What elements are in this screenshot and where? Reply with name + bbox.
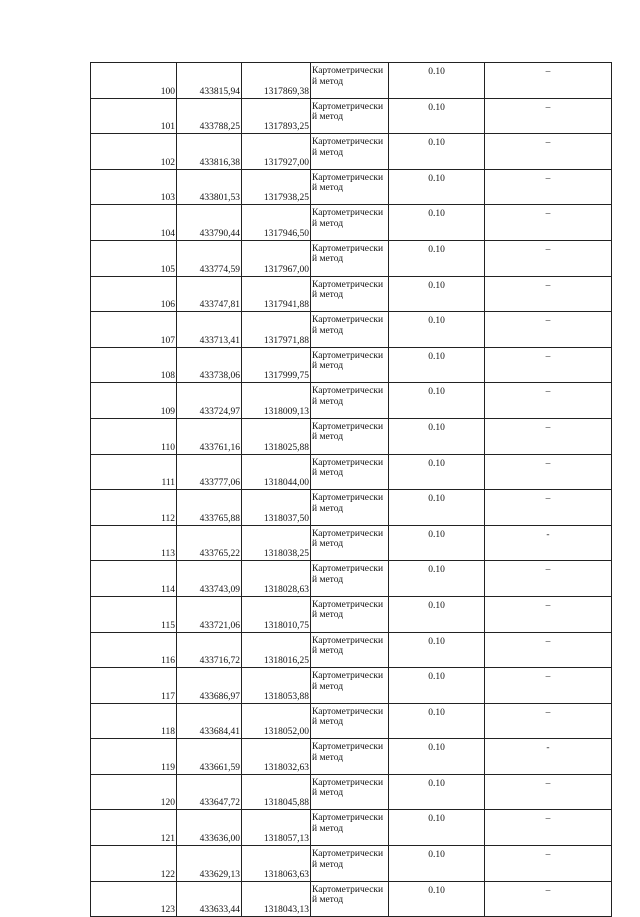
y-coordinate-cell: 1317967,00 bbox=[242, 240, 311, 276]
table-row bbox=[91, 169, 612, 205]
table-row bbox=[91, 312, 612, 348]
y-coordinate-cell: 1317869,38 bbox=[242, 63, 311, 99]
y-coordinate-cell: 1318052,00 bbox=[242, 703, 311, 739]
y-coordinate-cell: 1317999,75 bbox=[242, 347, 311, 383]
y-coordinate-cell: 1318053,88 bbox=[242, 668, 311, 704]
method-cell: Картометрический метод bbox=[311, 240, 389, 276]
accuracy-cell: 0.10 bbox=[389, 810, 485, 846]
point-number-cell: 118 bbox=[91, 703, 177, 739]
point-number-cell: 108 bbox=[91, 347, 177, 383]
table-row bbox=[91, 276, 612, 312]
method-cell: Картометрический метод bbox=[311, 490, 389, 526]
note-cell: – bbox=[485, 668, 612, 704]
x-coordinate-cell: 433790,44 bbox=[177, 205, 242, 241]
x-coordinate-cell: 433684,41 bbox=[177, 703, 242, 739]
table-row bbox=[91, 240, 612, 276]
y-coordinate-cell: 1318016,25 bbox=[242, 632, 311, 668]
accuracy-cell: 0.10 bbox=[389, 240, 485, 276]
x-coordinate-cell: 433788,25 bbox=[177, 98, 242, 134]
table-row bbox=[91, 810, 612, 846]
x-coordinate-cell: 433716,72 bbox=[177, 632, 242, 668]
point-number-cell: 117 bbox=[91, 668, 177, 704]
method-cell: Картометрический метод bbox=[311, 525, 389, 561]
note-cell: – bbox=[485, 63, 612, 99]
x-coordinate-cell: 433816,38 bbox=[177, 134, 242, 170]
x-coordinate-cell: 433633,44 bbox=[177, 881, 242, 917]
x-coordinate-cell: 433777,06 bbox=[177, 454, 242, 490]
note-cell: – bbox=[485, 596, 612, 632]
method-cell: Картометрический метод bbox=[311, 383, 389, 419]
coordinates-table bbox=[90, 62, 612, 917]
method-cell: Картометрический метод bbox=[311, 98, 389, 134]
note-cell: – bbox=[485, 383, 612, 419]
accuracy-cell: 0.10 bbox=[389, 63, 485, 99]
method-cell: Картометрический метод bbox=[311, 169, 389, 205]
note-cell: – bbox=[485, 810, 612, 846]
table-row bbox=[91, 561, 612, 597]
y-coordinate-cell: 1317927,00 bbox=[242, 134, 311, 170]
note-cell: – bbox=[485, 312, 612, 348]
y-coordinate-cell: 1318038,25 bbox=[242, 525, 311, 561]
accuracy-cell: 0.10 bbox=[389, 561, 485, 597]
accuracy-cell: 0.10 bbox=[389, 525, 485, 561]
y-coordinate-cell: 1318037,50 bbox=[242, 490, 311, 526]
method-cell: Картометрический метод bbox=[311, 596, 389, 632]
point-number-cell: 122 bbox=[91, 846, 177, 882]
y-coordinate-cell: 1317938,25 bbox=[242, 169, 311, 205]
point-number-cell: 109 bbox=[91, 383, 177, 419]
table-row bbox=[91, 490, 612, 526]
point-number-cell: 112 bbox=[91, 490, 177, 526]
point-number-cell: 116 bbox=[91, 632, 177, 668]
accuracy-cell: 0.10 bbox=[389, 739, 485, 775]
point-number-cell: 123 bbox=[91, 881, 177, 917]
accuracy-cell: 0.10 bbox=[389, 134, 485, 170]
method-cell: Картометрический метод bbox=[311, 846, 389, 882]
y-coordinate-cell: 1317971,88 bbox=[242, 312, 311, 348]
table-row bbox=[91, 632, 612, 668]
point-number-cell: 103 bbox=[91, 169, 177, 205]
y-coordinate-cell: 1318010,75 bbox=[242, 596, 311, 632]
point-number-cell: 101 bbox=[91, 98, 177, 134]
y-coordinate-cell: 1318057,13 bbox=[242, 810, 311, 846]
method-cell: Картометрический метод bbox=[311, 668, 389, 704]
note-cell: – bbox=[485, 418, 612, 454]
x-coordinate-cell: 433738,06 bbox=[177, 347, 242, 383]
accuracy-cell: 0.10 bbox=[389, 846, 485, 882]
method-cell: Картометрический метод bbox=[311, 276, 389, 312]
table-row bbox=[91, 383, 612, 419]
table-row bbox=[91, 596, 612, 632]
note-cell: – bbox=[485, 774, 612, 810]
x-coordinate-cell: 433774,59 bbox=[177, 240, 242, 276]
x-coordinate-cell: 433686,97 bbox=[177, 668, 242, 704]
table-row bbox=[91, 846, 612, 882]
accuracy-cell: 0.10 bbox=[389, 632, 485, 668]
table-row bbox=[91, 881, 612, 917]
point-number-cell: 120 bbox=[91, 774, 177, 810]
note-cell: – bbox=[485, 347, 612, 383]
table-row bbox=[91, 739, 612, 775]
y-coordinate-cell: 1318009,13 bbox=[242, 383, 311, 419]
x-coordinate-cell: 433761,16 bbox=[177, 418, 242, 454]
method-cell: Картометрический метод bbox=[311, 454, 389, 490]
accuracy-cell: 0.10 bbox=[389, 312, 485, 348]
method-cell: Картометрический метод bbox=[311, 63, 389, 99]
x-coordinate-cell: 433743,09 bbox=[177, 561, 242, 597]
point-number-cell: 104 bbox=[91, 205, 177, 241]
table-row bbox=[91, 134, 612, 170]
x-coordinate-cell: 433724,97 bbox=[177, 383, 242, 419]
x-coordinate-cell: 433765,88 bbox=[177, 490, 242, 526]
method-cell: Картометрический метод bbox=[311, 774, 389, 810]
table-row bbox=[91, 454, 612, 490]
y-coordinate-cell: 1318063,63 bbox=[242, 846, 311, 882]
point-number-cell: 100 bbox=[91, 63, 177, 99]
method-cell: Картометрический метод bbox=[311, 347, 389, 383]
point-number-cell: 114 bbox=[91, 561, 177, 597]
method-cell: Картометрический метод bbox=[311, 134, 389, 170]
point-number-cell: 111 bbox=[91, 454, 177, 490]
point-number-cell: 113 bbox=[91, 525, 177, 561]
x-coordinate-cell: 433747,81 bbox=[177, 276, 242, 312]
method-cell: Картометрический метод bbox=[311, 312, 389, 348]
method-cell: Картометрический метод bbox=[311, 881, 389, 917]
accuracy-cell: 0.10 bbox=[389, 668, 485, 704]
table-row bbox=[91, 703, 612, 739]
note-cell: – bbox=[485, 454, 612, 490]
point-number-cell: 102 bbox=[91, 134, 177, 170]
accuracy-cell: 0.10 bbox=[389, 418, 485, 454]
note-cell: – bbox=[485, 169, 612, 205]
y-coordinate-cell: 1318045,88 bbox=[242, 774, 311, 810]
x-coordinate-cell: 433815,94 bbox=[177, 63, 242, 99]
x-coordinate-cell: 433636,00 bbox=[177, 810, 242, 846]
note-cell: – bbox=[485, 632, 612, 668]
note-cell: – bbox=[485, 98, 612, 134]
note-cell: – bbox=[485, 134, 612, 170]
y-coordinate-cell: 1318028,63 bbox=[242, 561, 311, 597]
y-coordinate-cell: 1318044,00 bbox=[242, 454, 311, 490]
y-coordinate-cell: 1317893,25 bbox=[242, 98, 311, 134]
point-number-cell: 107 bbox=[91, 312, 177, 348]
x-coordinate-cell: 433765,22 bbox=[177, 525, 242, 561]
point-number-cell: 121 bbox=[91, 810, 177, 846]
note-cell: - bbox=[485, 739, 612, 775]
accuracy-cell: 0.10 bbox=[389, 703, 485, 739]
table-row bbox=[91, 525, 612, 561]
accuracy-cell: 0.10 bbox=[389, 347, 485, 383]
point-number-cell: 110 bbox=[91, 418, 177, 454]
note-cell: - bbox=[485, 525, 612, 561]
x-coordinate-cell: 433629,13 bbox=[177, 846, 242, 882]
accuracy-cell: 0.10 bbox=[389, 98, 485, 134]
table-row bbox=[91, 347, 612, 383]
accuracy-cell: 0.10 bbox=[389, 490, 485, 526]
y-coordinate-cell: 1317941,88 bbox=[242, 276, 311, 312]
method-cell: Картометрический метод bbox=[311, 205, 389, 241]
y-coordinate-cell: 1318043,13 bbox=[242, 881, 311, 917]
accuracy-cell: 0.10 bbox=[389, 454, 485, 490]
table-row bbox=[91, 98, 612, 134]
accuracy-cell: 0.10 bbox=[389, 774, 485, 810]
accuracy-cell: 0.10 bbox=[389, 383, 485, 419]
accuracy-cell: 0.10 bbox=[389, 276, 485, 312]
point-number-cell: 105 bbox=[91, 240, 177, 276]
method-cell: Картометрический метод bbox=[311, 703, 389, 739]
method-cell: Картометрический метод bbox=[311, 561, 389, 597]
y-coordinate-cell: 1317946,50 bbox=[242, 205, 311, 241]
note-cell: – bbox=[485, 703, 612, 739]
x-coordinate-cell: 433801,53 bbox=[177, 169, 242, 205]
y-coordinate-cell: 1318032,63 bbox=[242, 739, 311, 775]
note-cell: – bbox=[485, 881, 612, 917]
method-cell: Картометрический метод bbox=[311, 632, 389, 668]
point-number-cell: 119 bbox=[91, 739, 177, 775]
table-row bbox=[91, 205, 612, 241]
table-row bbox=[91, 418, 612, 454]
note-cell: – bbox=[485, 490, 612, 526]
note-cell: – bbox=[485, 205, 612, 241]
x-coordinate-cell: 433713,41 bbox=[177, 312, 242, 348]
table-row bbox=[91, 774, 612, 810]
accuracy-cell: 0.10 bbox=[389, 205, 485, 241]
note-cell: – bbox=[485, 846, 612, 882]
point-number-cell: 115 bbox=[91, 596, 177, 632]
method-cell: Картометрический метод bbox=[311, 418, 389, 454]
accuracy-cell: 0.10 bbox=[389, 596, 485, 632]
method-cell: Картометрический метод bbox=[311, 739, 389, 775]
accuracy-cell: 0.10 bbox=[389, 881, 485, 917]
method-cell: Картометрический метод bbox=[311, 810, 389, 846]
x-coordinate-cell: 433721,06 bbox=[177, 596, 242, 632]
note-cell: – bbox=[485, 561, 612, 597]
note-cell: – bbox=[485, 240, 612, 276]
y-coordinate-cell: 1318025,88 bbox=[242, 418, 311, 454]
x-coordinate-cell: 433661,59 bbox=[177, 739, 242, 775]
accuracy-cell: 0.10 bbox=[389, 169, 485, 205]
x-coordinate-cell: 433647,72 bbox=[177, 774, 242, 810]
note-cell: – bbox=[485, 276, 612, 312]
table-body bbox=[91, 63, 612, 917]
table-row bbox=[91, 668, 612, 704]
table-row bbox=[91, 63, 612, 99]
point-number-cell: 106 bbox=[91, 276, 177, 312]
